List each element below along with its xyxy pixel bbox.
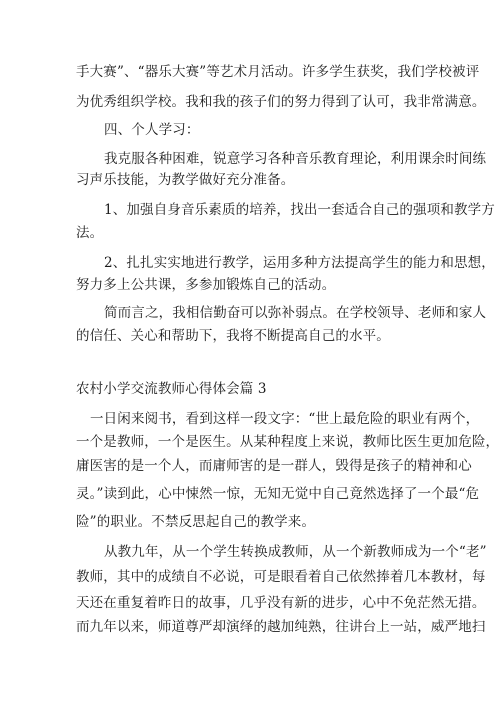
text-line: 庸医害的是一个人，而庸师害的是一群人，毁得是孩子的精神和心 (76, 458, 472, 474)
text-line: 灵。”读到此，心中悚然一惊，无知无觉中自己竟然选择了一个最“危 (76, 486, 480, 502)
text-line: 教师，其中的成绩自不必说，可是眼看着自己依然捧着几本教材，每 (76, 569, 486, 585)
section-heading: 四、个人学习： (104, 122, 200, 138)
text-line: 2、扎扎实实地进行教学，运用多种方法提高学生的能力和思想， (104, 255, 495, 271)
text-line: 为优秀组织学校。我和我的孩子们的努力得到了认可，我非常满意。 (76, 94, 486, 110)
text-line: 法。 (76, 225, 104, 241)
text-line: 1、加强自身音乐素质的培养，找出一套适合自己的强项和教学方 (104, 202, 495, 218)
text-line: 手大赛”、“器乐大赛”等艺术月活动。许多学生获奖，我们学校被评 (76, 64, 480, 80)
text-line: 简而言之，我相信勤奋可以弥补弱点。在学校领导、老师和家人 (104, 305, 487, 321)
text-line: 而九年以来，师道尊严却演绎的越加纯熟，往讲台上一站，威严地扫 (76, 619, 486, 635)
text-line: 努力多上公共课，多参加锻炼自己的活动。 (76, 277, 336, 293)
text-line: 一日闲来阅书，看到这样一段文字：“世上最危险的职业有两个， (90, 411, 480, 427)
text-line: 险”的职业。不禁反思起自己的教学来。 (76, 514, 316, 530)
text-line: 一个是教师，一个是医生。从某种程度上来说，教师比医生更加危险， (76, 434, 500, 450)
text-line: 天还在重复着昨日的故事，几乎没有新的进步，心中不免茫然无措。 (76, 595, 486, 611)
text-line: 我克服各种困难，锐意学习各种音乐教育理论，利用课余时间练 (104, 151, 487, 167)
article-title: 农村小学交流教师心得体会篇 3 (76, 381, 267, 397)
text-line: 从教九年，从一个学生转换成教师，从一个新教师成为一个“老” (104, 544, 487, 560)
text-line: 的信任、关心和帮助下，我将不断提高自己的水平。 (76, 328, 390, 344)
text-line: 习声乐技能，为教学做好充分准备。 (76, 172, 295, 188)
